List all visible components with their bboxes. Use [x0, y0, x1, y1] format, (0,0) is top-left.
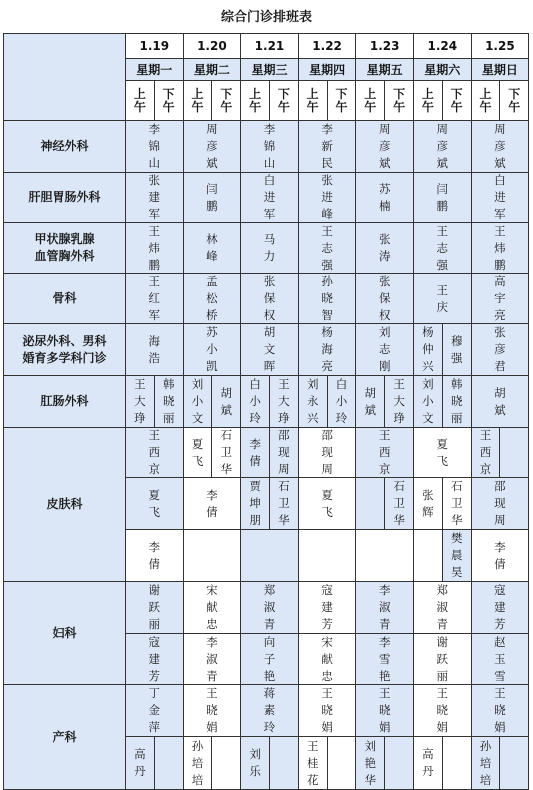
thyroid-cell-3 — [298, 222, 357, 274]
ortho-cell-5-text: 王庆 — [436, 282, 449, 314]
uro-cell-6-text: 张彦君 — [494, 325, 506, 373]
anorectal-pm-1 — [211, 375, 241, 428]
anorectal-pm-2 — [269, 375, 299, 428]
gyn-r2-cell-0-text: 寇建芳 — [148, 634, 161, 683]
department-ortho-text: 骨科 — [52, 291, 77, 305]
uro-pm-5-text: 穆强 — [450, 333, 463, 365]
thyroid-cell-2-text: 马力 — [263, 232, 276, 263]
anorectal-pm-5-text: 韩晓丽 — [450, 377, 463, 425]
date-4-text: 1.23 — [369, 39, 400, 53]
anorectal-am-5 — [413, 375, 443, 428]
date-4 — [355, 33, 414, 59]
weekday-1 — [183, 58, 242, 81]
am-2 — [240, 80, 270, 121]
weekday-5-text: 星期六 — [424, 63, 461, 77]
am-5-text: 上午 — [421, 86, 434, 114]
page-title: 综合门诊排班表 — [220, 10, 312, 25]
department-neuro-text: 神经外科 — [40, 139, 89, 153]
derm-r3-6 — [471, 529, 530, 582]
obs-r2-am-2 — [240, 736, 270, 790]
neuro-cell-6-text: 周彦斌 — [494, 122, 506, 170]
obs-r2-pm-2 — [269, 736, 299, 790]
hepato-cell-4-text: 苏楠 — [378, 181, 391, 213]
anorectal-am-5-text: 刘小文 — [422, 377, 434, 425]
gyn-r2-cell-1 — [183, 633, 242, 685]
date-2-text: 1.21 — [254, 39, 285, 53]
pm-4 — [384, 80, 414, 121]
date-0-text: 1.19 — [139, 39, 170, 53]
gyn-r2-cell-4 — [355, 633, 414, 685]
pm-4-text: 下午 — [393, 86, 406, 114]
neuro-cell-2 — [240, 120, 299, 173]
hepato-cell-6 — [471, 172, 530, 223]
hepato-cell-3 — [298, 172, 357, 223]
obs-r1-cell-4-text: 王晓娟 — [378, 686, 391, 734]
neuro-cell-5-text: 周彦斌 — [436, 122, 449, 170]
date-6 — [471, 33, 530, 59]
ortho-cell-6 — [471, 273, 530, 324]
thyroid-cell-0-text: 王炜鹏 — [148, 223, 161, 272]
am-0-text: 上午 — [133, 86, 146, 114]
date-3-text: 1.22 — [312, 39, 342, 53]
hepato-cell-1 — [183, 172, 242, 223]
obs-r2-am-0-text: 高丹 — [134, 747, 146, 778]
obs-r1-cell-3-text: 王晓娟 — [321, 686, 333, 734]
obs-r2-am-3-text: 王桂花 — [306, 738, 319, 787]
anorectal-cell-6 — [471, 375, 530, 428]
date-1-text: 1.20 — [197, 39, 227, 53]
ortho-cell-2-text: 张保权 — [263, 274, 276, 322]
thyroid-cell-0 — [125, 222, 184, 274]
derm-r2-5a — [413, 477, 443, 530]
hepato-cell-2-text: 白进军 — [263, 173, 276, 221]
ortho-cell-4 — [355, 273, 414, 324]
anorectal-am-3-text: 刘永兴 — [306, 377, 319, 425]
derm-r2-6-text: 邵现周 — [494, 479, 506, 527]
hepato-cell-4 — [355, 172, 414, 223]
weekday-6-text: 星期日 — [481, 63, 518, 77]
gyn-r2-cell-3 — [298, 633, 357, 685]
derm-r2-4b-text: 石卫华 — [393, 479, 405, 527]
derm-r1-5-text: 夏飞 — [436, 436, 449, 468]
derm-r2-4a — [355, 477, 385, 530]
neuro-cell-6 — [471, 120, 530, 173]
anorectal-pm-2-text: 王大琤 — [278, 377, 290, 425]
derm-r1-6b — [499, 427, 529, 478]
gyn-r1-cell-1-text: 宋献忠 — [206, 583, 218, 631]
pm-3 — [327, 80, 357, 121]
obs-r2-pm-1 — [211, 736, 241, 790]
department-gyn-text: 妇科 — [52, 625, 77, 640]
derm-r1-1a-text: 夏飞 — [191, 436, 204, 468]
derm-r1-6a-text: 王西京 — [479, 428, 492, 476]
date-5-text: 1.24 — [427, 39, 458, 53]
obs-r2-pm-6 — [499, 736, 529, 790]
anorectal-am-4-text: 胡斌 — [364, 385, 377, 417]
gyn-r1-cell-0-text: 谢跃丽 — [148, 583, 161, 631]
hepato-cell-5 — [413, 172, 472, 223]
derm-r2-5b-text: 石卫华 — [450, 479, 463, 527]
ortho-cell-2 — [240, 273, 299, 324]
anorectal-pm-0 — [154, 375, 184, 428]
derm-r2-0-text: 夏飞 — [148, 487, 161, 519]
derm-r1-1a — [183, 427, 213, 478]
obs-r2-am-1-text: 孙培培 — [191, 738, 204, 787]
uro-cell-2-text: 胡文晖 — [263, 325, 276, 373]
anorectal-pm-4-text: 王大琤 — [393, 377, 405, 425]
weekday-5 — [413, 58, 472, 81]
weekday-2 — [240, 58, 299, 81]
obs-r2-am-3 — [298, 736, 328, 790]
pm-5 — [442, 80, 472, 121]
thyroid-cell-4-text: 张涛 — [378, 232, 391, 263]
gyn-r1-cell-2 — [240, 581, 299, 634]
derm-r1-0 — [125, 427, 184, 478]
derm-r2-2a-text: 贾坤朋 — [249, 479, 261, 527]
obs-r2-am-4 — [355, 736, 385, 790]
derm-r3-2 — [240, 529, 299, 582]
thyroid-cell-3-text: 王志强 — [321, 223, 333, 272]
anorectal-am-2-text: 白小玲 — [249, 377, 261, 425]
hepato-cell-6-text: 白进军 — [494, 173, 506, 221]
neuro-cell-0 — [125, 120, 184, 173]
department-anorectal — [3, 375, 126, 428]
anorectal-am-0-text: 王大琤 — [134, 377, 146, 425]
uro-am-5-text: 杨仲兴 — [422, 325, 434, 373]
thyroid-cell-6 — [471, 222, 530, 274]
derm-r1-2b-text: 邵现周 — [278, 428, 290, 476]
thyroid-cell-1-text: 林峰 — [206, 232, 218, 263]
anorectal-am-2 — [240, 375, 270, 428]
gyn-r2-cell-2-text: 向子艳 — [263, 634, 276, 683]
ortho-cell-0-text: 王红军 — [148, 274, 161, 322]
obs-r1-cell-0-text: 丁金萍 — [148, 686, 161, 734]
gyn-r2-cell-6 — [471, 633, 530, 685]
obs-r2-pm-0 — [154, 736, 184, 790]
department-ortho — [3, 273, 126, 324]
am-6-text: 上午 — [479, 86, 492, 114]
anorectal-am-1 — [183, 375, 213, 428]
anorectal-pm-4 — [384, 375, 414, 428]
gyn-r2-cell-4-text: 李雪艳 — [378, 634, 391, 683]
derm-r2-1 — [183, 477, 242, 530]
hepato-cell-0 — [125, 172, 184, 223]
derm-r2-2a — [240, 477, 270, 530]
ortho-cell-6-text: 高宇亮 — [494, 274, 506, 322]
obs-r2-pm-4 — [384, 736, 414, 790]
pm-6-text: 下午 — [508, 86, 521, 114]
derm-r2-0 — [125, 477, 184, 530]
uro-cell-0 — [125, 323, 184, 376]
department-gyn — [3, 581, 126, 685]
pm-2 — [269, 80, 299, 121]
derm-r1-1b — [211, 427, 241, 478]
pm-0 — [154, 80, 184, 121]
derm-r3-5b — [442, 529, 472, 582]
department-hepato-text: 肝胆胃肠外科 — [28, 190, 101, 204]
derm-r1-2b — [269, 427, 299, 478]
derm-r1-5 — [413, 427, 472, 478]
obs-r2-pm-5 — [442, 736, 472, 790]
pm-6 — [499, 80, 529, 121]
anorectal-pm-0-text: 韩晓丽 — [162, 377, 175, 425]
derm-r2-6 — [471, 477, 530, 530]
derm-r3-4 — [355, 529, 414, 582]
ortho-cell-3-text: 孙晓智 — [321, 274, 333, 322]
am-5 — [413, 80, 443, 121]
uro-cell-3-text: 杨海亮 — [321, 325, 333, 373]
am-4-text: 上午 — [364, 86, 377, 114]
derm-r2-4b — [384, 477, 414, 530]
department-uro — [3, 323, 126, 376]
derm-r3-1 — [183, 529, 242, 582]
hepato-cell-1-text: 闫鹏 — [206, 181, 218, 213]
anorectal-am-3 — [298, 375, 328, 428]
derm-r2-1-text: 李倩 — [206, 487, 218, 519]
weekday-4 — [355, 58, 414, 81]
derm-r2-5b — [442, 477, 472, 530]
anorectal-pm-3-text: 白小玲 — [335, 377, 348, 425]
obs-r2-am-6 — [471, 736, 501, 790]
department-anorectal-text: 肛肠外科 — [40, 394, 89, 408]
anorectal-am-0 — [125, 375, 155, 428]
date-3 — [298, 33, 357, 59]
gyn-r2-cell-5 — [413, 633, 472, 685]
thyroid-cell-5 — [413, 222, 472, 274]
obs-r2-am-0 — [125, 736, 155, 790]
uro-cell-1 — [183, 323, 242, 376]
uro-am-5 — [413, 323, 443, 376]
derm-r3-6-text: 李倩 — [494, 539, 506, 571]
date-2 — [240, 33, 299, 59]
pm-0-text: 下午 — [162, 86, 175, 114]
uro-cell-4-text: 刘志刚 — [378, 325, 391, 373]
obs-r1-cell-1-text: 王晓娟 — [206, 686, 218, 734]
weekday-6 — [471, 58, 530, 81]
department-obs-text: 产科 — [52, 729, 77, 744]
department-derm — [3, 427, 126, 582]
gyn-r1-cell-4 — [355, 581, 414, 634]
pm-1 — [211, 80, 241, 121]
obs-r2-am-5 — [413, 736, 443, 790]
department-uro-text: 泌尿外科、男科 婚育多学科门诊 — [22, 333, 107, 365]
derm-r1-2a — [240, 427, 270, 478]
gyn-r1-cell-4-text: 李淑青 — [378, 583, 391, 631]
gyn-r2-cell-0 — [125, 633, 184, 685]
pm-5-text: 下午 — [450, 86, 463, 114]
date-6-text: 1.25 — [485, 39, 515, 53]
thyroid-cell-4 — [355, 222, 414, 274]
neuro-cell-2-text: 李锦山 — [263, 122, 276, 170]
weekday-3-text: 星期四 — [309, 63, 346, 77]
uro-cell-6 — [471, 323, 530, 376]
date-0 — [125, 33, 184, 59]
obs-r1-cell-6-text: 王晓娟 — [494, 686, 506, 734]
derm-r3-0 — [125, 529, 184, 582]
weekday-0-text: 星期一 — [136, 63, 173, 77]
derm-r3-3 — [298, 529, 357, 582]
obs-r1-cell-0 — [125, 684, 184, 737]
obs-r1-cell-2-text: 蒋素玲 — [263, 686, 276, 734]
am-1-text: 上午 — [191, 86, 204, 114]
obs-r1-cell-3 — [298, 684, 357, 737]
uro-cell-1-text: 苏小凯 — [206, 325, 218, 373]
department-thyroid — [3, 222, 126, 274]
anorectal-am-1-text: 刘小文 — [191, 377, 204, 425]
thyroid-cell-2 — [240, 222, 299, 274]
neuro-cell-5 — [413, 120, 472, 173]
thyroid-cell-5-text: 王志强 — [436, 223, 449, 272]
weekday-1-text: 星期二 — [193, 63, 230, 77]
pm-3-text: 下午 — [335, 86, 348, 114]
neuro-cell-3 — [298, 120, 357, 173]
uro-cell-3 — [298, 323, 357, 376]
derm-r3-0-text: 李倩 — [148, 539, 161, 571]
weekday-4-text: 星期五 — [366, 63, 403, 77]
am-1 — [183, 80, 213, 121]
uro-cell-4 — [355, 323, 414, 376]
corner-cell — [3, 33, 126, 121]
gyn-r1-cell-0 — [125, 581, 184, 634]
derm-r1-3 — [298, 427, 357, 478]
obs-r1-cell-1 — [183, 684, 242, 737]
obs-r2-pm-3 — [327, 736, 357, 790]
derm-r2-2b — [269, 477, 299, 530]
gyn-r1-cell-3 — [298, 581, 357, 634]
derm-r1-1b-text: 石卫华 — [220, 428, 233, 476]
ortho-cell-4-text: 张保权 — [378, 274, 391, 322]
derm-r1-2a-text: 李倩 — [249, 436, 261, 468]
gyn-r1-cell-6-text: 寇建芳 — [494, 583, 506, 631]
am-3 — [298, 80, 328, 121]
gyn-r1-cell-2-text: 郑淑青 — [263, 583, 276, 631]
gyn-r1-cell-1 — [183, 581, 242, 634]
derm-r1-6a — [471, 427, 501, 478]
uro-cell-2 — [240, 323, 299, 376]
anorectal-pm-5 — [442, 375, 472, 428]
derm-r3-5b-text: 樊晨昊 — [450, 531, 463, 579]
gyn-r2-cell-1-text: 李淑青 — [206, 634, 218, 683]
derm-r2-2b-text: 石卫华 — [278, 479, 290, 527]
hepato-cell-3-text: 张进峰 — [321, 173, 333, 221]
obs-r1-cell-5 — [413, 684, 472, 737]
derm-r2-5a-text: 张辉 — [422, 487, 434, 519]
derm-r1-4 — [355, 427, 414, 478]
am-3-text: 上午 — [306, 86, 319, 114]
gyn-r2-cell-3-text: 宋献忠 — [321, 634, 333, 683]
derm-r1-4-text: 王西京 — [378, 428, 391, 476]
obs-r2-am-6-text: 孙培培 — [479, 738, 492, 787]
thyroid-cell-1 — [183, 222, 242, 274]
department-derm-text: 皮肤科 — [46, 497, 83, 511]
am-2-text: 上午 — [249, 86, 262, 114]
neuro-cell-3-text: 李新民 — [321, 122, 333, 170]
obs-r1-cell-5-text: 王晓娟 — [436, 686, 449, 734]
date-5 — [413, 33, 472, 59]
neuro-cell-4-text: 周彦斌 — [378, 122, 391, 170]
am-0 — [125, 80, 155, 121]
department-obs — [3, 684, 126, 790]
date-1 — [183, 33, 242, 59]
derm-r1-0-text: 王西京 — [148, 428, 161, 476]
department-hepato — [3, 172, 126, 223]
department-thyroid-text: 甲状腺乳腺 血管胸外科 — [34, 232, 95, 263]
ortho-cell-3 — [298, 273, 357, 324]
anorectal-cell-6-text: 胡斌 — [494, 385, 506, 417]
gyn-r1-cell-3-text: 寇建芳 — [321, 583, 333, 631]
pm-2-text: 下午 — [277, 86, 290, 114]
anorectal-pm-1-text: 胡斌 — [220, 385, 233, 417]
gyn-r2-cell-5-text: 谢跃丽 — [436, 634, 449, 683]
department-neuro — [3, 120, 126, 173]
obs-r1-cell-6 — [471, 684, 530, 737]
ortho-cell-5 — [413, 273, 472, 324]
neuro-cell-1 — [183, 120, 242, 173]
derm-r1-3-text: 邵现周 — [321, 428, 333, 476]
obs-r1-cell-2 — [240, 684, 299, 737]
obs-r2-am-4-text: 刘艳华 — [364, 738, 377, 787]
ortho-cell-1 — [183, 273, 242, 324]
derm-r2-3 — [298, 477, 357, 530]
derm-r3-5a — [413, 529, 443, 582]
hepato-cell-2 — [240, 172, 299, 223]
pm-1-text: 下午 — [220, 86, 233, 114]
obs-r2-am-1 — [183, 736, 213, 790]
gyn-r2-cell-6-text: 赵玉雪 — [494, 634, 506, 683]
uro-cell-0-text: 海浩 — [148, 333, 161, 365]
weekday-0 — [125, 58, 184, 81]
obs-r2-am-5-text: 高丹 — [422, 747, 434, 778]
ortho-cell-1-text: 孟松桥 — [206, 274, 218, 322]
neuro-cell-4 — [355, 120, 414, 173]
thyroid-cell-6-text: 王炜鹏 — [494, 223, 506, 272]
obs-r2-am-2-text: 刘乐 — [249, 747, 261, 778]
gyn-r1-cell-5 — [413, 581, 472, 634]
neuro-cell-0-text: 李锦山 — [148, 122, 161, 170]
derm-r2-3-text: 夏飞 — [321, 487, 333, 519]
obs-r1-cell-4 — [355, 684, 414, 737]
anorectal-pm-3 — [327, 375, 357, 428]
gyn-r2-cell-2 — [240, 633, 299, 685]
hepato-cell-5-text: 闫鹏 — [436, 181, 449, 213]
anorectal-am-4 — [355, 375, 385, 428]
weekday-2-text: 星期三 — [251, 63, 288, 77]
hepato-cell-0-text: 张建军 — [148, 173, 161, 221]
ortho-cell-0 — [125, 273, 184, 324]
am-6 — [471, 80, 501, 121]
gyn-r1-cell-6 — [471, 581, 530, 634]
neuro-cell-1-text: 周彦斌 — [206, 122, 218, 170]
weekday-3 — [298, 58, 357, 81]
am-4 — [355, 80, 385, 121]
gyn-r1-cell-5-text: 郑淑青 — [436, 583, 449, 631]
uro-pm-5 — [442, 323, 472, 376]
